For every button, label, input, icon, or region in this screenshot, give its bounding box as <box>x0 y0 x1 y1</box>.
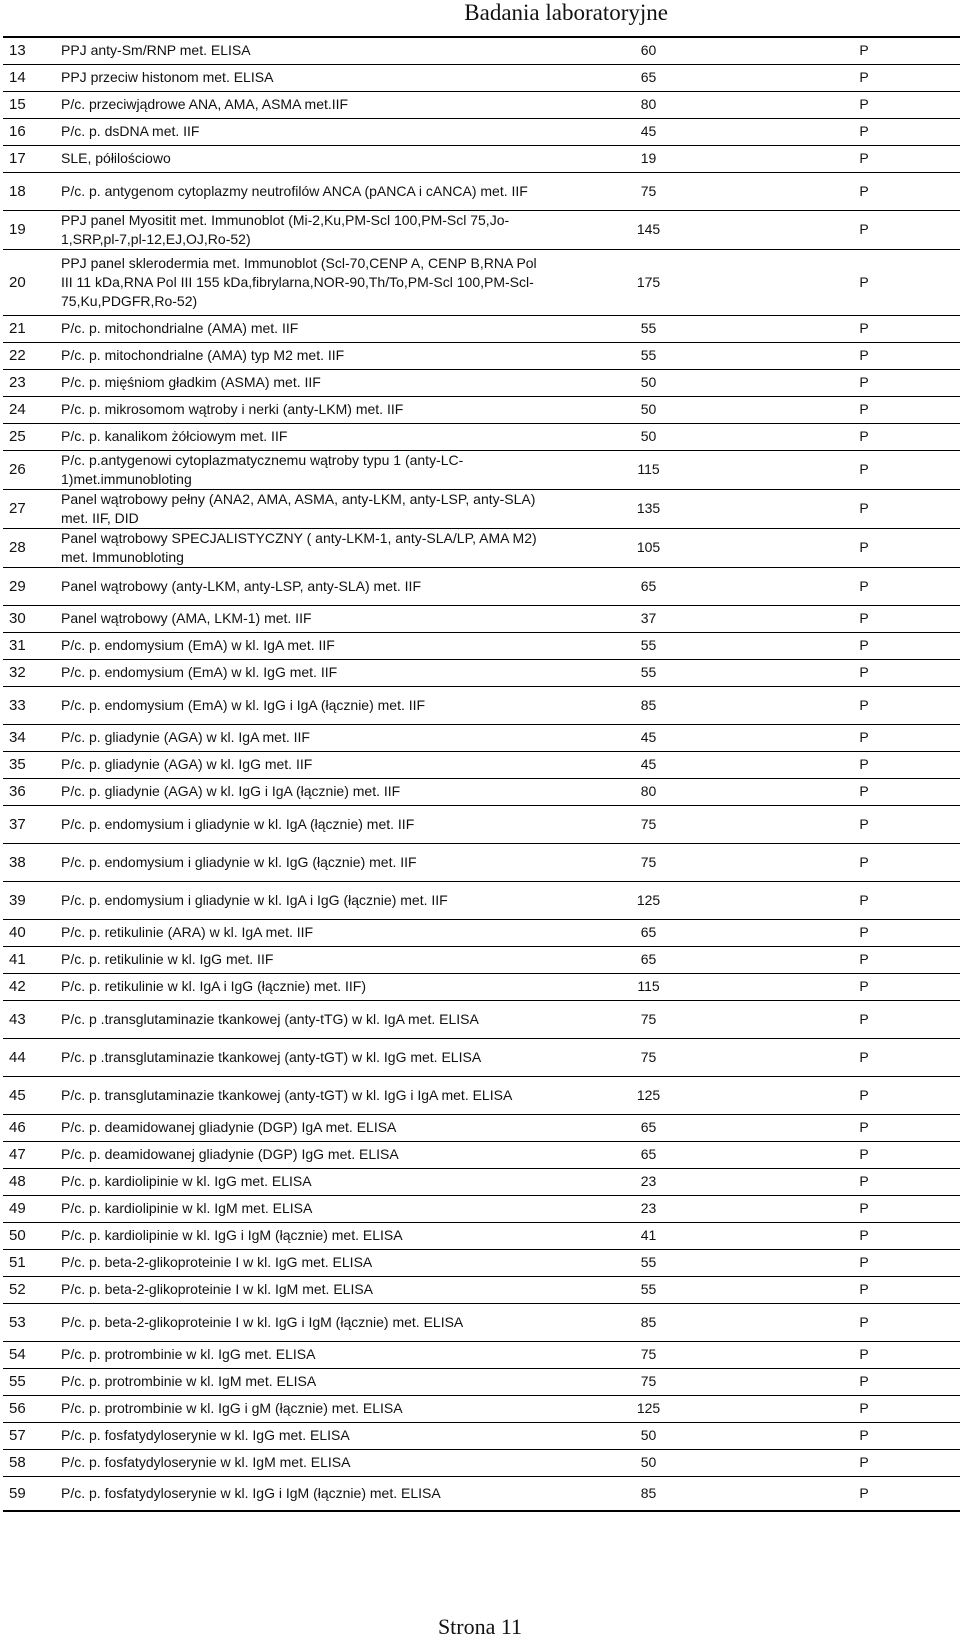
table-row <box>3 1141 960 1168</box>
table-row <box>3 1449 960 1476</box>
price-table <box>3 36 960 1512</box>
row-number: 14 <box>3 64 57 91</box>
row-code: P <box>746 1341 960 1368</box>
row-description: P/c. p. fosfatydyloserynie w kl. IgM met. ELISA <box>57 1449 551 1476</box>
row-number: 29 <box>3 567 57 605</box>
row-price: 55 <box>551 1276 746 1303</box>
row-code: P <box>746 172 960 210</box>
row-price: 135 <box>551 489 746 528</box>
table-row <box>3 919 960 946</box>
row-description: P/c. p. gliadynie (AGA) w kl. IgA met. IIF <box>57 724 551 751</box>
row-number: 31 <box>3 632 57 659</box>
row-description: P/c. p. beta-2-glikoproteinie I w kl. IgG i IgM (łącznie) met. ELISA <box>57 1303 551 1341</box>
row-description: P/c. p. dsDNA met. IIF <box>57 118 551 145</box>
row-code: P <box>746 1222 960 1249</box>
table-row <box>3 946 960 973</box>
row-number: 57 <box>3 1422 57 1449</box>
table-row <box>3 1476 960 1511</box>
row-code: P <box>746 1038 960 1076</box>
row-code: P <box>746 1249 960 1276</box>
table-row <box>3 881 960 919</box>
row-price: 60 <box>551 37 746 64</box>
row-code: P <box>746 396 960 423</box>
row-price: 55 <box>551 1249 746 1276</box>
row-number: 39 <box>3 881 57 919</box>
row-number: 55 <box>3 1368 57 1395</box>
row-description: PPJ panel Myositit met. Immunoblot (Mi-2,Ku,PM-Scl 100,PM-Scl 75,Jo-1,SRP,pl-7,pl-12,EJ,OJ,Ro-52) <box>57 210 551 249</box>
table-row <box>3 315 960 342</box>
row-number: 33 <box>3 686 57 724</box>
row-code: P <box>746 315 960 342</box>
row-number: 32 <box>3 659 57 686</box>
row-description: P/c. p. endomysium i gliadynie w kl. IgA (łącznie) met. IIF <box>57 805 551 843</box>
row-price: 50 <box>551 396 746 423</box>
row-code: P <box>746 145 960 172</box>
row-code: P <box>746 1276 960 1303</box>
row-code: P <box>746 210 960 249</box>
row-code: P <box>746 450 960 489</box>
row-description: P/c. p. mitochondrialne (AMA) met. IIF <box>57 315 551 342</box>
row-code: P <box>746 1141 960 1168</box>
table-row <box>3 369 960 396</box>
row-description: P/c. p. beta-2-glikoproteinie I w kl. IgG met. ELISA <box>57 1249 551 1276</box>
row-number: 16 <box>3 118 57 145</box>
row-price: 105 <box>551 528 746 567</box>
row-number: 34 <box>3 724 57 751</box>
row-price: 115 <box>551 450 746 489</box>
row-number: 49 <box>3 1195 57 1222</box>
row-price: 50 <box>551 1422 746 1449</box>
row-price: 75 <box>551 172 746 210</box>
row-price: 80 <box>551 91 746 118</box>
row-price: 23 <box>551 1195 746 1222</box>
row-number: 46 <box>3 1114 57 1141</box>
table-row <box>3 450 960 489</box>
row-description: P/c. p. antygenom cytoplazmy neutrofilów ANCA (pANCA i cANCA) met. IIF <box>57 172 551 210</box>
table-row <box>3 489 960 528</box>
table-row <box>3 91 960 118</box>
row-number: 41 <box>3 946 57 973</box>
table-row <box>3 843 960 881</box>
row-description: P/c. przeciwjądrowe ANA, AMA, ASMA met.IIF <box>57 91 551 118</box>
row-price: 65 <box>551 946 746 973</box>
row-number: 50 <box>3 1222 57 1249</box>
table-row <box>3 686 960 724</box>
table-row <box>3 249 960 315</box>
row-description: P/c. p. deamidowanej gliadynie (DGP) IgA met. ELISA <box>57 1114 551 1141</box>
row-number: 18 <box>3 172 57 210</box>
table-row <box>3 1038 960 1076</box>
row-code: P <box>746 567 960 605</box>
row-code: P <box>746 1449 960 1476</box>
row-price: 125 <box>551 1395 746 1422</box>
row-description: P/c. p. beta-2-glikoproteinie I w kl. IgM met. ELISA <box>57 1276 551 1303</box>
row-description: P/c. p. kardiolipinie w kl. IgG i IgM (łącznie) met. ELISA <box>57 1222 551 1249</box>
row-code: P <box>746 778 960 805</box>
row-description: SLE, półilościowo <box>57 145 551 172</box>
row-description: PPJ panel sklerodermia met. Immunoblot (Scl-70,CENP A, CENP B,RNA Pol III 11 kDa,RNA Pol III 155 kDa,fibrylarna,NOR-90,Th/To,PM-Scl 100,PM-Scl-75,Ku,PDGFR,Ro-52) <box>57 249 551 315</box>
table-row <box>3 805 960 843</box>
row-price: 41 <box>551 1222 746 1249</box>
row-description: Panel wątrobowy (AMA, LKM-1) met. IIF <box>57 605 551 632</box>
table-row <box>3 1276 960 1303</box>
row-description: P/c. p. endomysium (EmA) w kl. IgA met. IIF <box>57 632 551 659</box>
row-code: P <box>746 1076 960 1114</box>
row-price: 75 <box>551 843 746 881</box>
table-row <box>3 659 960 686</box>
table-row <box>3 1000 960 1038</box>
row-description: Panel wątrobowy SPECJALISTYCZNY ( anty-LKM-1, anty-SLA/LP, AMA M2) met. Immunobloting <box>57 528 551 567</box>
row-code: P <box>746 118 960 145</box>
row-description: P/c. p. retikulinie w kl. IgA i IgG (łącznie) met. IIF) <box>57 973 551 1000</box>
table-row <box>3 118 960 145</box>
row-description: P/c. p. gliadynie (AGA) w kl. IgG met. IIF <box>57 751 551 778</box>
row-description: P/c. p. fosfatydyloserynie w kl. IgG met. ELISA <box>57 1422 551 1449</box>
row-price: 85 <box>551 686 746 724</box>
row-number: 52 <box>3 1276 57 1303</box>
row-price: 55 <box>551 315 746 342</box>
table-row <box>3 423 960 450</box>
table-row <box>3 605 960 632</box>
row-description: P/c. p. kardiolipinie w kl. IgM met. ELISA <box>57 1195 551 1222</box>
row-price: 50 <box>551 1449 746 1476</box>
table-row <box>3 37 960 64</box>
row-price: 125 <box>551 1076 746 1114</box>
row-number: 13 <box>3 37 57 64</box>
row-price: 65 <box>551 1114 746 1141</box>
row-price: 65 <box>551 567 746 605</box>
row-code: P <box>746 1476 960 1511</box>
row-price: 85 <box>551 1476 746 1511</box>
table-row <box>3 567 960 605</box>
table-row <box>3 973 960 1000</box>
row-code: P <box>746 1422 960 1449</box>
row-description: P/c. p. mitochondrialne (AMA) typ M2 met. IIF <box>57 342 551 369</box>
row-description: P/c. p. retikulinie w kl. IgG met. IIF <box>57 946 551 973</box>
row-price: 175 <box>551 249 746 315</box>
table-row <box>3 172 960 210</box>
row-code: P <box>746 881 960 919</box>
table-row <box>3 64 960 91</box>
row-code: P <box>746 843 960 881</box>
row-code: P <box>746 91 960 118</box>
row-code: P <box>746 249 960 315</box>
row-number: 25 <box>3 423 57 450</box>
row-code: P <box>746 1303 960 1341</box>
row-description: P/c. p .transglutaminazie tkankowej (anty-tGT) w kl. IgG met. ELISA <box>57 1038 551 1076</box>
row-price: 37 <box>551 605 746 632</box>
table-row <box>3 396 960 423</box>
row-price: 75 <box>551 1341 746 1368</box>
row-price: 125 <box>551 881 746 919</box>
row-price: 45 <box>551 724 746 751</box>
row-number: 51 <box>3 1249 57 1276</box>
row-price: 50 <box>551 423 746 450</box>
row-description: P/c. p. endomysium i gliadynie w kl. IgA i IgG (łącznie) met. IIF <box>57 881 551 919</box>
row-code: P <box>746 1000 960 1038</box>
table-row <box>3 1222 960 1249</box>
page-header: Badania laboratoryjne <box>464 0 668 25</box>
row-price: 75 <box>551 1038 746 1076</box>
row-code: P <box>746 528 960 567</box>
row-price: 45 <box>551 751 746 778</box>
table-row <box>3 145 960 172</box>
row-number: 58 <box>3 1449 57 1476</box>
table-row <box>3 210 960 249</box>
row-description: P/c. p. kardiolipinie w kl. IgG met. ELISA <box>57 1168 551 1195</box>
row-price: 145 <box>551 210 746 249</box>
row-code: P <box>746 751 960 778</box>
row-price: 19 <box>551 145 746 172</box>
row-code: P <box>746 605 960 632</box>
table-row <box>3 1249 960 1276</box>
row-description: P/c. p.antygenowi cytoplazmatycznemu wątroby typu 1 (anty-LC-1)met.immunobloting <box>57 450 551 489</box>
row-number: 24 <box>3 396 57 423</box>
row-code: P <box>746 1114 960 1141</box>
row-price: 80 <box>551 778 746 805</box>
row-code: P <box>746 64 960 91</box>
row-code: P <box>746 686 960 724</box>
table-row <box>3 1422 960 1449</box>
row-description: P/c. p. protrombinie w kl. IgG i gM (łącznie) met. ELISA <box>57 1395 551 1422</box>
row-number: 23 <box>3 369 57 396</box>
row-number: 22 <box>3 342 57 369</box>
row-description: P/c. p. endomysium i gliadynie w kl. IgG (łącznie) met. IIF <box>57 843 551 881</box>
table-row <box>3 1076 960 1114</box>
row-description: Panel wątrobowy (anty-LKM, anty-LSP, anty-SLA) met. IIF <box>57 567 551 605</box>
row-number: 43 <box>3 1000 57 1038</box>
table-row <box>3 1303 960 1341</box>
row-code: P <box>746 342 960 369</box>
row-description: P/c. p. protrombinie w kl. IgG met. ELISA <box>57 1341 551 1368</box>
table-row <box>3 778 960 805</box>
table-row <box>3 751 960 778</box>
row-price: 65 <box>551 64 746 91</box>
row-code: P <box>746 805 960 843</box>
price-table-body <box>3 37 960 1511</box>
row-description: P/c. p. endomysium (EmA) w kl. IgG i IgA (łącznie) met. IIF <box>57 686 551 724</box>
row-code: P <box>746 946 960 973</box>
row-number: 38 <box>3 843 57 881</box>
page-footer: Strona 11 <box>437 1614 523 1639</box>
table-row <box>3 1368 960 1395</box>
table-row <box>3 1114 960 1141</box>
table-row <box>3 1168 960 1195</box>
row-code: P <box>746 1195 960 1222</box>
table-row <box>3 342 960 369</box>
row-code: P <box>746 973 960 1000</box>
row-price: 50 <box>551 369 746 396</box>
row-code: P <box>746 1168 960 1195</box>
row-code: P <box>746 1368 960 1395</box>
row-description: Panel wątrobowy pełny (ANA2, AMA, ASMA, anty-LKM, anty-LSP, anty-SLA) met. IIF, DID <box>57 489 551 528</box>
row-code: P <box>746 1395 960 1422</box>
row-description: P/c. p. gliadynie (AGA) w kl. IgG i IgA (łącznie) met. IIF <box>57 778 551 805</box>
row-number: 26 <box>3 450 57 489</box>
row-price: 75 <box>551 1000 746 1038</box>
row-description: P/c. p. mikrosomom wątroby i nerki (anty-LKM) met. IIF <box>57 396 551 423</box>
row-number: 28 <box>3 528 57 567</box>
table-row <box>3 1195 960 1222</box>
row-number: 59 <box>3 1476 57 1511</box>
row-number: 17 <box>3 145 57 172</box>
row-description: P/c. p. kanalikom żółciowym met. IIF <box>57 423 551 450</box>
row-number: 45 <box>3 1076 57 1114</box>
table-row <box>3 632 960 659</box>
row-number: 56 <box>3 1395 57 1422</box>
row-description: P/c. p. fosfatydyloserynie w kl. IgG i IgM (łącznie) met. ELISA <box>57 1476 551 1511</box>
row-number: 47 <box>3 1141 57 1168</box>
row-number: 53 <box>3 1303 57 1341</box>
row-number: 21 <box>3 315 57 342</box>
row-description: PPJ anty-Sm/RNP met. ELISA <box>57 37 551 64</box>
row-number: 35 <box>3 751 57 778</box>
row-number: 19 <box>3 210 57 249</box>
row-number: 30 <box>3 605 57 632</box>
row-description: P/c. p. transglutaminazie tkankowej (anty-tGT) w kl. IgG i IgA met. ELISA <box>57 1076 551 1114</box>
row-code: P <box>746 724 960 751</box>
row-price: 115 <box>551 973 746 1000</box>
row-price: 55 <box>551 659 746 686</box>
row-code: P <box>746 659 960 686</box>
row-number: 42 <box>3 973 57 1000</box>
row-price: 65 <box>551 919 746 946</box>
row-number: 44 <box>3 1038 57 1076</box>
row-number: 15 <box>3 91 57 118</box>
table-row <box>3 528 960 567</box>
row-code: P <box>746 919 960 946</box>
row-price: 55 <box>551 342 746 369</box>
row-code: P <box>746 489 960 528</box>
table-row <box>3 1341 960 1368</box>
row-description: P/c. p. endomysium (EmA) w kl. IgG met. IIF <box>57 659 551 686</box>
row-code: P <box>746 632 960 659</box>
row-price: 65 <box>551 1141 746 1168</box>
table-row <box>3 1395 960 1422</box>
row-price: 85 <box>551 1303 746 1341</box>
table-row <box>3 724 960 751</box>
row-number: 36 <box>3 778 57 805</box>
row-number: 40 <box>3 919 57 946</box>
row-price: 45 <box>551 118 746 145</box>
row-price: 75 <box>551 1368 746 1395</box>
row-description: P/c. p. protrombinie w kl. IgM met. ELISA <box>57 1368 551 1395</box>
row-number: 48 <box>3 1168 57 1195</box>
row-price: 55 <box>551 632 746 659</box>
row-number: 54 <box>3 1341 57 1368</box>
row-description: P/c. p .transglutaminazie tkankowej (anty-tTG) w kl. IgA met. ELISA <box>57 1000 551 1038</box>
row-description: P/c. p. deamidowanej gliadynie (DGP) IgG met. ELISA <box>57 1141 551 1168</box>
row-description: P/c. p. mięśniom gładkim (ASMA) met. IIF <box>57 369 551 396</box>
row-description: PPJ przeciw histonom met. ELISA <box>57 64 551 91</box>
row-number: 20 <box>3 249 57 315</box>
row-number: 27 <box>3 489 57 528</box>
row-price: 23 <box>551 1168 746 1195</box>
row-price: 75 <box>551 805 746 843</box>
row-description: P/c. p. retikulinie (ARA) w kl. IgA met. IIF <box>57 919 551 946</box>
row-code: P <box>746 423 960 450</box>
row-code: P <box>746 37 960 64</box>
row-code: P <box>746 369 960 396</box>
row-number: 37 <box>3 805 57 843</box>
